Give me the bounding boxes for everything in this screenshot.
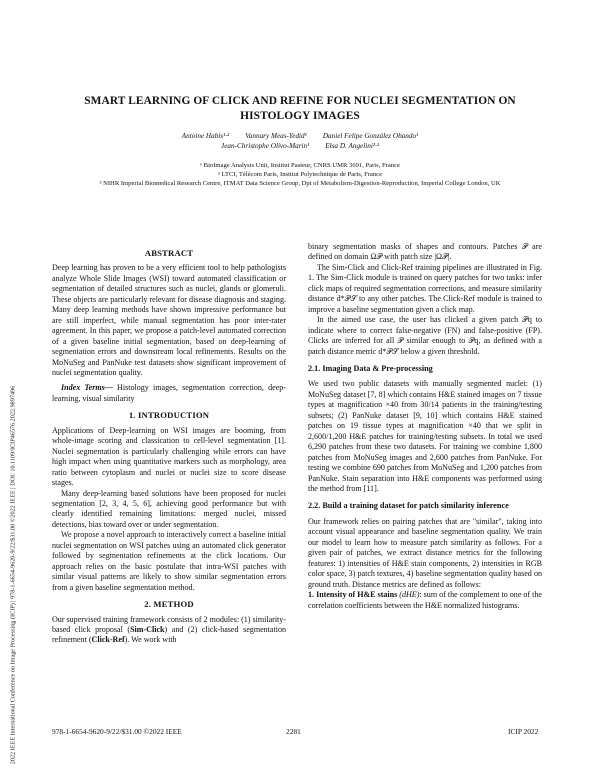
author: Antoine Habis¹·²	[181, 132, 230, 140]
subsection-2-2-heading: 2.2. Build a training dataset for patch similarity inference	[308, 501, 509, 511]
footer-copyright: 978-1-6654-9620-9/22/$31.00 ©2022 IEEE	[52, 727, 182, 736]
author: Jean-Christophe Olivo-Marin¹	[221, 141, 310, 150]
author: Daniel Felipe González Obando¹	[322, 132, 419, 140]
authors-row-1	[60, 132, 540, 142]
click-ref-term: Click-Ref	[91, 635, 125, 645]
right-column	[308, 242, 542, 611]
subsection-2-1-heading: 2.1. Imaging Data & Pre-processing	[308, 363, 433, 373]
authors-row-2	[60, 142, 540, 152]
method-text-e: ). We work with	[124, 635, 177, 645]
subsection-2-2-text: Our framework relies on pairing patches that are "similar", taking into account visual appearance and baseline segmentation quality. We train our model to learn how to measure patch similarity as follows. For a given pair of patches, we extract distance metrics for the following features: 1) intensities of H&E stain components, 2) intensities in RGB color space, 3) patch textures, 4) baseline segmentation quality based on ground truth. Distance metrics are defined as follows:	[308, 516, 542, 589]
method-paragraph-1	[52, 615, 286, 646]
authors	[60, 132, 540, 151]
left-column	[52, 242, 286, 646]
index-terms-text: Histology images, segmentation correction, deep-learning, visual similarity	[52, 383, 286, 403]
item-label: 1. Intensity of H&E stains	[308, 590, 398, 600]
paper-title	[60, 94, 540, 123]
author: Vannary Meas-Yedid¹	[245, 132, 307, 140]
method-heading: 2. METHOD	[144, 599, 194, 610]
abstract-heading: ABSTRACT	[144, 248, 194, 258]
sidebar-text: 2022 IEEE International Conference on Image Processing (ICIP) | 978-1-6654-9620-9/22/$31.00 ©2022 IEEE | DOI: 10.1109/ICIP46576.2022.9897496	[9, 385, 17, 765]
right-paragraph-2: The Sim-Click and Click-Ref training pipelines are illustrated in Fig. 1. The Sim-Click module is trained on query patches for two tasks: infer click maps of required segmentation corrections, and measure similarity distance d*𝒫𝒮 to any other patches. The Click-Ref module is trained to improve a baseline segmentation given a click map.	[308, 262, 542, 314]
index-terms-label: Index Terms—	[61, 383, 113, 393]
affiliation: ¹ BioImage Analysis Unit, Institut Pasteur, CNRS UMR 3691, Paris, France	[200, 162, 400, 169]
copyright-sidebar	[8, 385, 18, 765]
affiliation: ³ NIHR Imperial Biomedical Research Centre, ITMAT Data Science Group, Dpt of Metabolism-Digestion-Reproduction, Imperial College London, UK	[99, 180, 501, 187]
subsection-2-2-item-1	[308, 590, 542, 611]
author: Elsa D. Angelini²·³	[325, 141, 379, 150]
right-paragraph-1: binary segmentation masks of shapes and contours. Patches 𝒫 are defined on domain Ω𝒫 with patch size |Ω𝒫|.	[308, 242, 542, 262]
right-paragraph-3: In the aimed use case, the user has clicked a given patch 𝒫q to indicate where to correct false-negative (FN) and false-positive (FP). Clicks are inferred for all 𝒫 similar enough to 𝒫q, as defined with a patch distance metric d*𝒫𝒮 below a given threshold.	[308, 315, 542, 356]
title-line-2: HISTOLOGY IMAGES	[240, 109, 360, 122]
item-text: : sum of the complement to one of the correlation coefficients between the H&E normalized histograms.	[308, 590, 542, 610]
method-text-a: Our supervised training framework consists of 2 modules: (1) similarity-based click proposal (	[52, 614, 286, 634]
item-symbol: (dHE)	[397, 590, 420, 600]
affiliations	[20, 161, 580, 188]
sim-click-term: Sim-Click	[130, 624, 165, 634]
subsection-2-1-text: We used two public datasets with manually segmented nuclei: (1) MoNuSeg dataset [7, 8] which contains H&E stained images on 7 tissue types at magnification ×40 from 30/14 patients in the training/testing subsets; (2) PanNuke dataset [9, 10] which contains H&E stained patches on 19 tissue types at magnification ×40 that we split in 2,600/1,200 H&E patches for training/testing subsets. In total we used 6,290 patches from these two datasets. For training we combine 1,800 patches from MoNuSeg images and 2,600 patches from PanNuke. For testing we combine 690 patches from MoNuSeg and 1,200 patches from PanNuke. Stain separation into H&E components was performed using the method from [11].	[308, 379, 542, 493]
abstract-text: Deep learning has proven to be a very efficient tool to help pathologists analyze Whole Slide Images (WSI) toward automated classification or segmentation of detailed structures such as nuclei, glands or glomeruli. These objects are particularly relevant for disease diagnosis and staging. Many deep learning methods have shown impressive performance but are still imperfect, while manual segmentation has poor inter-rater agreement. In this paper, we propose a patch-level automated correction of a given baseline initial segmentation, based on deep-learning of segmentation errors and downstream local refinements. Results on the MoNuSeg and PanNuke test datasets show significant improvement of nuclei segmentation quality.	[52, 263, 286, 377]
intro-paragraph-3: We propose a novel approach to interactively correct a baseline initial nuclei segmentation on WSI patches using an automated click generator followed by segmentation refinements at the click locations. Our approach relies on the basic postulate that intra-WSI patches with similar visual patterns are likely to show similar segmentation errors from a given baseline segmentation method.	[52, 530, 286, 592]
method-text-c: ) and (2) click-based segmentation refinement (	[52, 624, 286, 645]
intro-paragraph-1: Applications of Deep-learning on WSI images are booming, from whole-image scoring and classication to cell-level segmentation [1]. Nuclei segmentation is particularly challenging while errors can have high impact when using quantitative markers such as morphology, area ratio between cytoplasm and nuclei or nuclei size to score disease stages.	[52, 425, 286, 488]
affiliation: ² LTCI, Télécom Paris, Institut Polytechnique de Paris, France	[217, 171, 383, 178]
conference-name: ICIP 2022	[508, 727, 539, 736]
intro-paragraph-2: Many deep-learning based solutions have been proposed for nuclei segmentation [2, 3, 4, 5, 6], achieving good performance but with clearly identified remaining limitations: merged nuclei, missed detections, bias toward over or under segmentation.	[52, 488, 286, 529]
title-line-1: SMART LEARNING OF CLICK AND REFINE FOR NUCLEI SEGMENTATION ON	[84, 95, 516, 107]
introduction-heading: 1. INTRODUCTION	[128, 410, 210, 421]
page-number: 2281	[286, 727, 301, 736]
index-terms	[52, 383, 286, 404]
